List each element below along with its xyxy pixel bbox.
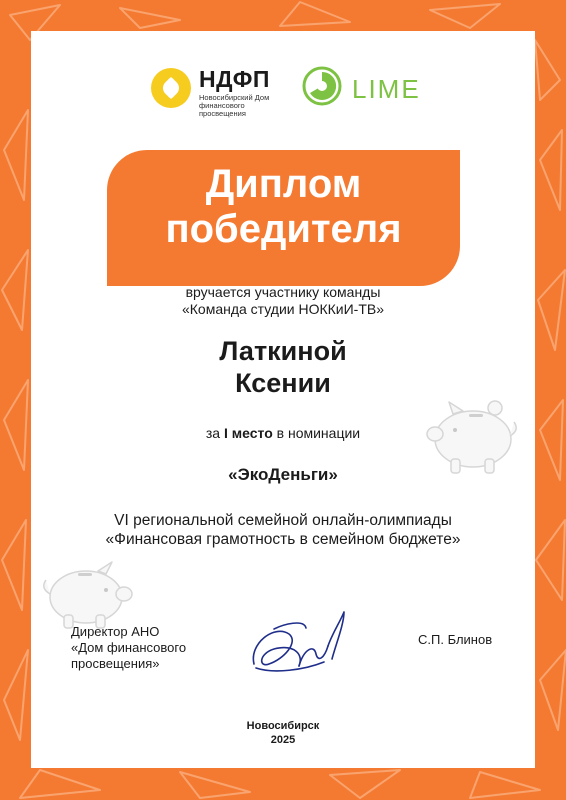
recipient-firstname: Ксении: [235, 368, 331, 398]
handwritten-signature: [244, 604, 354, 679]
diploma-title-line1: Диплом: [205, 162, 362, 206]
lime-logo: [302, 66, 432, 110]
ndfp-logo-subtitle: Новосибирский Дом финансового просвещения: [199, 93, 270, 118]
recipient-surname: Латкиной: [219, 336, 347, 366]
ndfp-logo-icon: [151, 68, 191, 108]
city-year: [31, 719, 535, 747]
director-line2: «Дом финансового: [71, 640, 187, 655]
lime-logo-icon: [302, 66, 342, 106]
nomination-name: «ЭкоДеньги»: [228, 465, 338, 484]
olympiad-name: [31, 511, 535, 549]
diploma-title-line2: победителя: [165, 207, 402, 251]
ndfp-logo: [151, 64, 281, 118]
title-ribbon: [107, 150, 460, 286]
piggy-bank-icon: [413, 394, 523, 484]
lime-logo-name: LIME: [352, 74, 421, 104]
director-line3: просвещения»: [71, 656, 160, 671]
awarded-line1: вручается участнику команды: [185, 284, 381, 300]
olympiad-line1: VI региональной семейной онлайн-олимпиады: [114, 512, 452, 529]
place-prefix: за: [205, 425, 221, 441]
director-title: [71, 624, 186, 672]
team-name: «Команда студии НОККиИ-ТВ»: [181, 301, 385, 317]
director-line1: Директор АНО: [71, 624, 160, 639]
place-value: I место: [224, 425, 273, 441]
year: 2025: [270, 734, 296, 746]
olympiad-line2: «Финансовая грамотность в семейном бюджете»: [105, 531, 461, 548]
place-suffix: в номинации: [276, 425, 361, 441]
signer-name: С.П. Блинов: [418, 632, 493, 647]
diploma-sheet: [31, 31, 535, 768]
city: Новосибирск: [246, 720, 320, 732]
diploma-title: [107, 162, 460, 252]
recipient-name: [31, 335, 535, 399]
ndfp-logo-name: НДФП: [199, 66, 270, 92]
awarded-to: [31, 284, 535, 318]
